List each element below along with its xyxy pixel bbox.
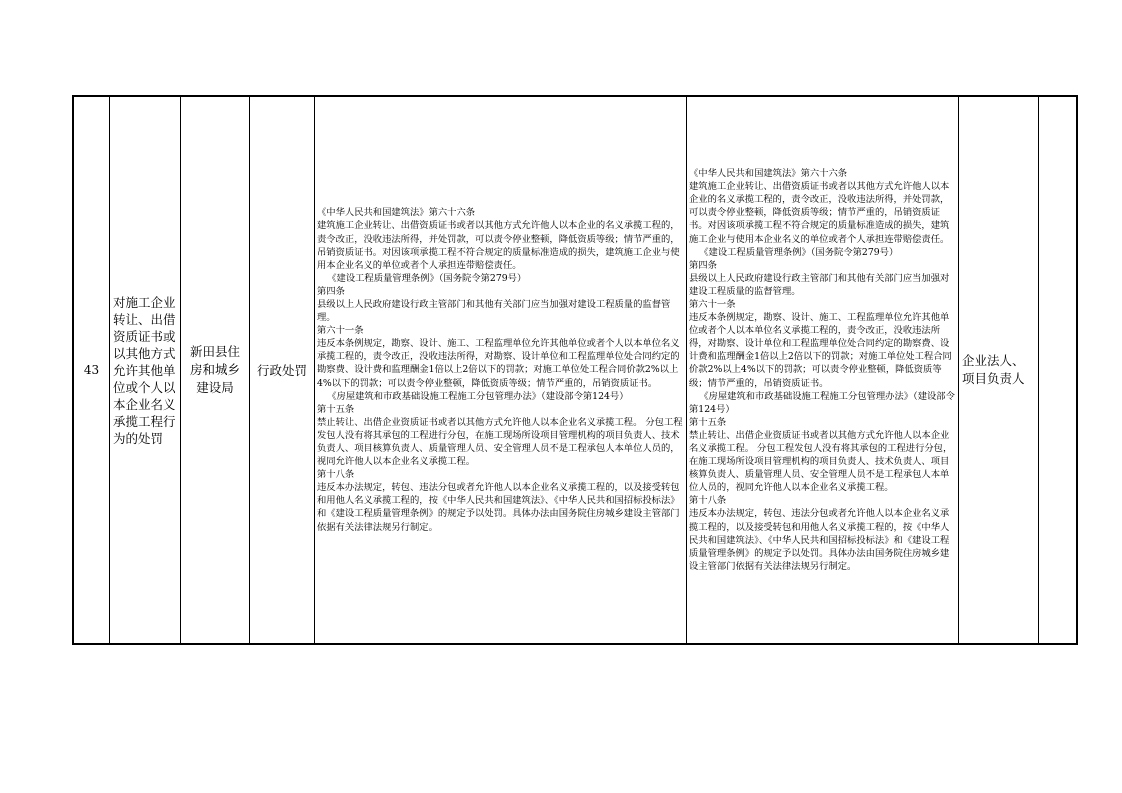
- standard-para: 第十五条: [689, 416, 727, 428]
- standard-para: 县级以上人民政府建设行政主管部门和其他有关部门应当加强对建设工程质量的监督管理。: [689, 272, 950, 297]
- basis-para: 违反本办法规定，转包、违法分包或者允许他人以本企业名义承揽工程的，以及接受转包和用他人名义承揽工程的，按《中华人民共和国建筑法》、《中华人民共和国招标投标法》和《建设工程质量管理条例》的规定予以处罚。具体办法由国务院住房城乡建设主管部门依据有关法律法规另行制定。: [317, 482, 680, 533]
- responsible-subject: 企业法人、项目负责人: [959, 96, 1039, 644]
- basis-para: 第十八条: [317, 469, 355, 481]
- basis-para: 《中华人民共和国建筑法》第六十六条: [317, 207, 476, 219]
- standard-para: 《房屋建筑和市政基础设施工程施工分包管理办法》（建设部令第124号）: [689, 390, 955, 415]
- standard-para: 第四条: [689, 259, 717, 271]
- basis-para: 违反本条例规定，勘察、设计、施工、工程监理单位允许其他单位或者个人以本单位名义承揽工程的，责令改正，没收违法所得，对勘察、设计单位和工程监理单位处合同约定的勘察费、设计费和监理酬金1倍以上2倍以下的罚款；对施工单位处工程合同价款2%以上4%以下的罚款；可以责令停业整顿，降低资质等级；情节严重的，吊销资质证书。: [317, 338, 680, 389]
- department: 新田县住房和城乡建设局: [181, 96, 250, 644]
- table-row: [73, 96, 1077, 644]
- standard-para: 《建设工程质量管理条例》（国务院令第279号）: [699, 246, 899, 258]
- standard-para: 违反本办法规定，转包、违法分包或者允许他人以本企业名义承揽工程的，以及接受转包和用他人名义承揽工程的，按《中华人民共和国建筑法》、《中华人民共和国招标投标法》和《建设工程质量管理条例》的规定予以处罚。具体办法由国务院住房城乡建设主管部门依据有关法律法规另行制定。: [689, 508, 950, 572]
- standard-para: 禁止转让、出借企业资质证书或者以其他方式允许他人以本企业名义承揽工程。 分包工程发包人没有将其承包的工程进行分包，在施工现场所设项目管理机构的项目负责人、技术负责人、项目核算负责人、质量管理人员、安全管理人员不是工程承包人本单位人员的，视同允许他人以本企业名义承揽工程。: [689, 429, 953, 494]
- penalty-type: 行政处罚: [250, 96, 315, 644]
- basis-para: 《房屋建筑和市政基础设施工程施工分包管理办法》（建设部令第124号）: [327, 390, 629, 402]
- remarks-cell: [1039, 96, 1078, 644]
- standard-para: 第六十一条: [689, 298, 736, 310]
- basis-para: 第六十一条: [317, 325, 364, 337]
- basis-para: 县级以上人民政府建设行政主管部门和其他有关部门应当加强对建设工程质量的监督管理。: [317, 298, 671, 324]
- penalty-table: [72, 95, 1078, 645]
- item-name: 对施工企业转让、出借资质证书或以其他方式允许其他单位或个人以本企业名义承揽工程行为的处罚: [110, 96, 181, 644]
- row-number: 43: [73, 96, 110, 644]
- basis-para: 建筑施工企业转让、出借资质证书或者以其他方式允许他人以本企业的名义承揽工程的，责令改正，没收违法所得，并处罚款，可以责令停业整顿，降低资质等级；情节严重的，吊销资质证书。对因该项承揽工程不符合规定的质量标准造成的损失，建筑施工企业与使用本企业名义的单位或者个人承担连带赔偿责任。: [317, 220, 680, 271]
- legal-basis: [315, 96, 687, 644]
- basis-para: 第四条: [317, 285, 345, 297]
- penalty-standard: [687, 96, 959, 644]
- basis-para: 《建设工程质量管理条例》（国务院令第279号）: [327, 272, 527, 284]
- standard-para: 《中华人民共和国建筑法》第六十六条: [689, 168, 848, 180]
- standard-para: 建筑施工企业转让、出借资质证书或者以其他方式允许他人以本企业的名义承揽工程的，责令改正，没收违法所得，并处罚款，可以责令停业整顿，降低资质等级；情节严重的，吊销资质证书。对因该项承揽工程不符合规定的质量标准造成的损失，建筑施工企业与使用本企业名义的单位或者个人承担连带赔偿责任。: [689, 181, 950, 245]
- basis-para: 第十五条: [317, 403, 355, 415]
- standard-para: 第十八条: [689, 495, 727, 507]
- basis-para: 禁止转让、出借企业资质证书或者以其他方式允许他人以本企业名义承揽工程。 分包工程发包人没有将其承包的工程进行分包，在施工现场所设项目管理机构的项目负责人、技术负责人、项目核算负责人、质量管理人员、安全管理人员不是工程承包人本单位人员的，视同允许他人以本企业名义承揽工程。: [317, 416, 683, 468]
- standard-para: 违反本条例规定，勘察、设计、施工、工程监理单位允许其他单位或者个人以本单位名义承揽工程的，责令改正，没收违法所得，对勘察、设计单位和工程监理单位处合同约定的勘察费、设计费和监理酬金1倍以上2倍以下的罚款；对施工单位处工程合同价款2%以上4%以下的罚款；可以责令停业整顿，降低资质等级；情节严重的，吊销资质证书。: [689, 312, 952, 389]
